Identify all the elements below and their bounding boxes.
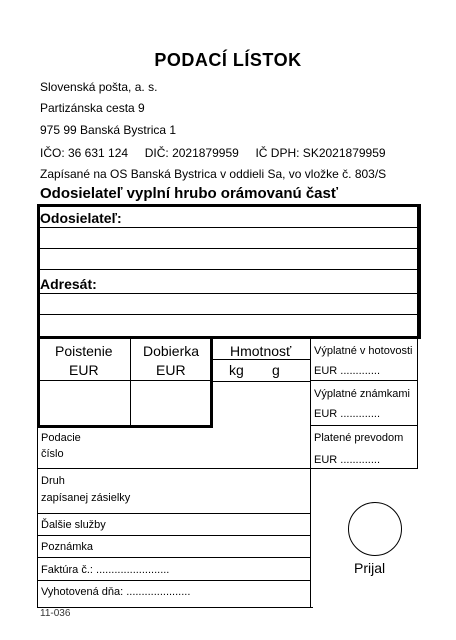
- office-column-divider: [310, 337, 311, 608]
- services-label: Ďalšie služby: [41, 519, 106, 531]
- recipient-line-1[interactable]: [37, 293, 419, 294]
- insurance-label: Poistenie: [55, 343, 113, 359]
- recipient-line-2[interactable]: [37, 314, 419, 315]
- submission-label-1: Podacie: [41, 432, 81, 444]
- weight-divider: [212, 359, 311, 360]
- issued-label: Vyhotovená dňa: .....................: [41, 586, 191, 598]
- weight-unit-g: g: [272, 362, 280, 378]
- cod-label: Dobierka: [143, 343, 200, 359]
- sender-label: Odosielateľ:: [40, 210, 122, 226]
- form-bottom-border: [37, 607, 313, 608]
- paid-cash-amount: EUR .............: [314, 365, 381, 377]
- company-city: 975 99 Banská Bystrica 1: [40, 123, 177, 137]
- paid-transfer-label: Platené prevodom: [314, 432, 404, 444]
- insurance-cod-divider: [130, 337, 131, 426]
- invoice-label: Faktúra č.: ........................: [41, 564, 170, 576]
- paid-divider-2: [310, 425, 418, 426]
- thick-top: [37, 204, 421, 207]
- sender-line-3[interactable]: [37, 269, 419, 270]
- fill-instruction: Odosielateľ vyplní hrubo orámovanú časť: [40, 185, 339, 202]
- services-divider: [37, 535, 311, 536]
- paid-transfer-amount: EUR .............: [314, 454, 381, 466]
- paid-stamps-label: Výplatné známkami: [314, 388, 410, 400]
- value-row-divider: [37, 380, 212, 381]
- paid-divider-3: [310, 468, 418, 469]
- thick-address-bottom: [37, 336, 421, 339]
- note-label: Poznámka: [41, 541, 93, 553]
- company-ids: IČO: 36 631 124 DIČ: 2021879959 IČ DPH: SK2021879959: [40, 146, 386, 160]
- type-label-1: Druh: [41, 475, 65, 487]
- received-label: Prijal: [354, 560, 386, 576]
- paid-stamps-amount: EUR .............: [314, 408, 381, 420]
- document-title: PODACÍ LÍSTOK: [154, 50, 302, 70]
- sender-line-2[interactable]: [37, 248, 419, 249]
- insurance-unit: EUR: [69, 362, 99, 378]
- thick-weight-divider: [210, 336, 213, 428]
- paid-divider-1: [310, 380, 418, 381]
- submission-divider: [37, 468, 311, 469]
- form-code: 11-036: [40, 608, 71, 619]
- paid-cash-label: Výplatné v hotovosti: [314, 345, 413, 357]
- type-divider: [37, 513, 311, 514]
- thick-right: [418, 204, 421, 338]
- invoice-divider: [37, 580, 311, 581]
- company-name: Slovenská pošta, a. s.: [40, 80, 158, 94]
- company-street: Partizánska cesta 9: [40, 101, 145, 115]
- recipient-label: Adresát:: [40, 276, 97, 292]
- sender-line-1[interactable]: [37, 227, 419, 228]
- company-registry: Zapísané na OS Banská Bystrica v oddieli Sa, vo vložke č. 803/S: [40, 167, 387, 181]
- submission-label-2: číslo: [41, 448, 64, 460]
- thick-bottom: [37, 425, 213, 428]
- type-label-2: zapísanej zásielky: [41, 492, 131, 504]
- note-divider: [37, 557, 311, 558]
- stamp-circle: [348, 502, 402, 556]
- weight-unit-kg: kg: [229, 362, 244, 378]
- weight-row-divider: [212, 381, 311, 382]
- thick-left: [37, 204, 40, 428]
- weight-label: Hmotnosť: [230, 343, 292, 359]
- cod-unit: EUR: [156, 362, 186, 378]
